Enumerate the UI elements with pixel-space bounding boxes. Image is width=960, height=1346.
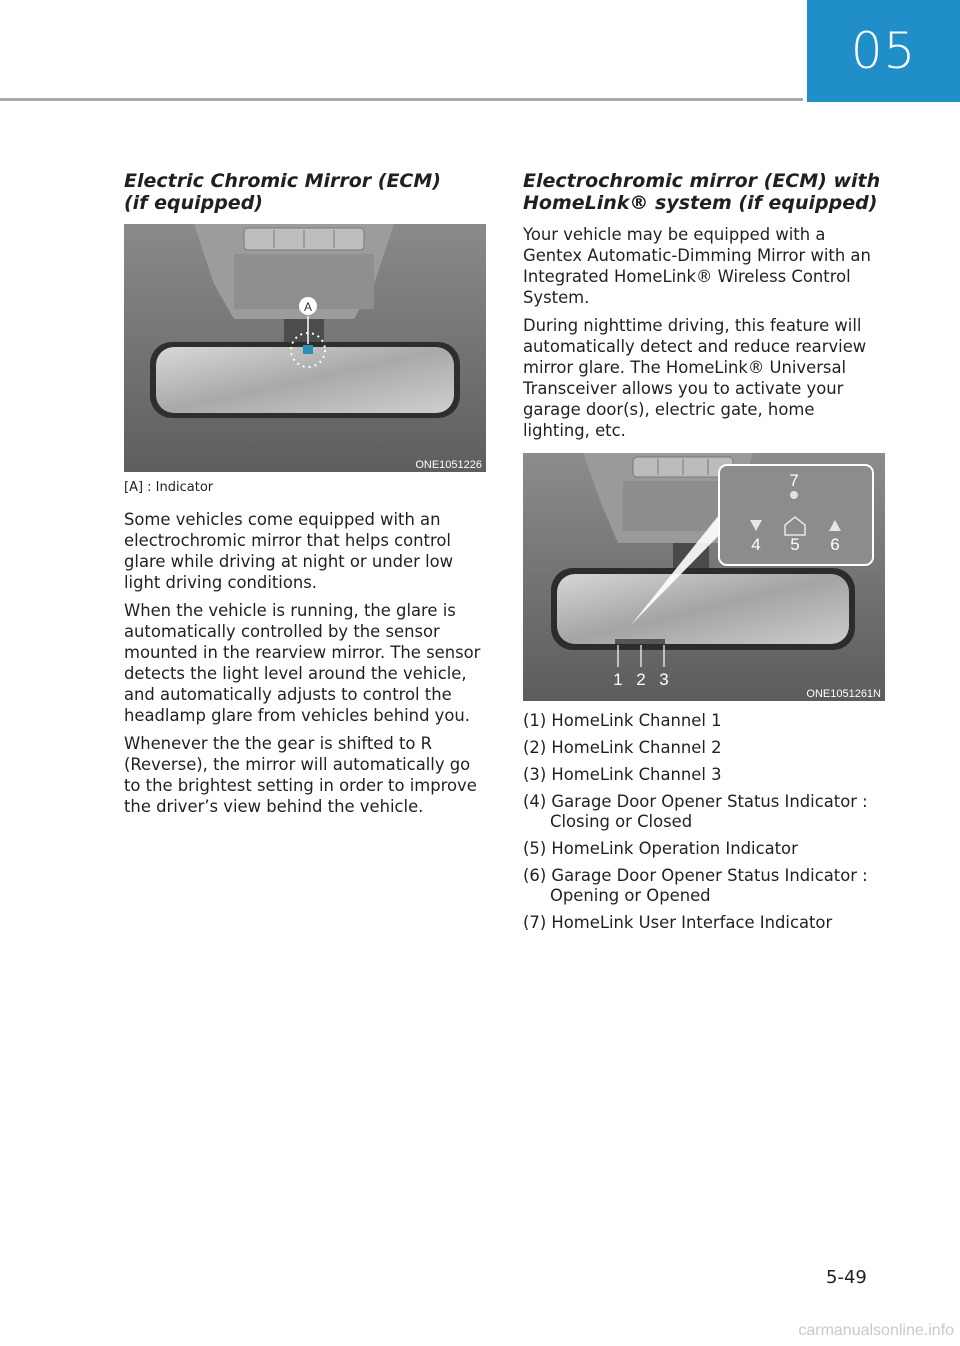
- chapter-number: 05: [850, 22, 917, 80]
- legend-item-2: (2) HomeLink Channel 2: [523, 738, 722, 757]
- homelink-paragraph-2: During nighttime driving, this feature will automatically detect and reduce rearview mirror glare. The HomeLink® Universal Transceiver allows you to activate your garage door(s), electric gate, home lighting, etc.: [523, 316, 867, 440]
- ecm-paragraph-1: Some vehicles come equipped with an electrochromic mirror that helps control glare while driving at night or under low light driving conditions.: [124, 510, 454, 592]
- ecm-mirror-illustration: [124, 224, 486, 472]
- homelink-figure-code: ONE1051261N: [806, 688, 881, 700]
- ecm-figure: [124, 224, 486, 472]
- fig-number-4: 4: [751, 535, 761, 554]
- legend-item-5: (5) HomeLink Operation Indicator: [523, 839, 798, 858]
- watermark: carmanualsonline.info: [798, 1322, 954, 1339]
- fig-number-7: 7: [789, 471, 799, 490]
- legend-item-1: (1) HomeLink Channel 1: [523, 711, 722, 730]
- homelink-title-line1: Electrochromic mirror (ECM) with: [523, 170, 881, 192]
- ecm-paragraph-2: When the vehicle is running, the glare is automatically controlled by the sensor mounted in the rearview mirror. The sensor detects the light level around the vehicle, and automatically adjusts to control the headlamp glare from vehicles behind you.: [124, 601, 481, 725]
- header-rule: [0, 98, 803, 101]
- fig-number-3: 3: [659, 670, 669, 689]
- fig-label-a: A: [303, 300, 313, 314]
- homelink-paragraph-1: Your vehicle may be equipped with a Gentex Automatic-Dimming Mirror with an Integrated HomeLink® Wireless Control System.: [523, 225, 871, 307]
- legend-item-4: (4) Garage Door Opener Status Indicator : Closing or Closed: [523, 792, 868, 831]
- left-column: [124, 170, 486, 824]
- homelink-figure: [523, 453, 885, 701]
- homelink-section-title: [523, 170, 885, 214]
- ecm-title-line1: Electric Chromic Mirror (ECM): [124, 170, 441, 192]
- fig-number-2: 2: [636, 670, 646, 689]
- homelink-legend: [523, 711, 885, 933]
- right-column: [523, 170, 885, 940]
- chapter-tab: [807, 0, 960, 102]
- fig-number-6: 6: [830, 535, 840, 554]
- page-number: 5-49: [826, 1267, 867, 1288]
- homelink-title-line2: HomeLink® system (if equipped): [523, 192, 878, 214]
- ecm-figure-caption: [A] : Indicator: [124, 480, 214, 495]
- legend-item-6: (6) Garage Door Opener Status Indicator : Opening or Opened: [523, 866, 868, 905]
- ecm-title-line2: (if equipped): [124, 192, 263, 214]
- legend-item-3: (3) HomeLink Channel 3: [523, 765, 722, 784]
- legend-item-7: (7) HomeLink User Interface Indicator: [523, 913, 833, 932]
- fig-number-5: 5: [790, 535, 800, 554]
- ecm-section-title: [124, 170, 486, 214]
- ecm-paragraph-3: Whenever the the gear is shifted to R (Reverse), the mirror will automatically go to the brightest setting in order to improve the driver’s view behind the vehicle.: [124, 734, 477, 816]
- fig-number-1: 1: [613, 670, 623, 689]
- ecm-figure-code: ONE1051226: [415, 459, 482, 471]
- homelink-mirror-illustration: [523, 453, 885, 701]
